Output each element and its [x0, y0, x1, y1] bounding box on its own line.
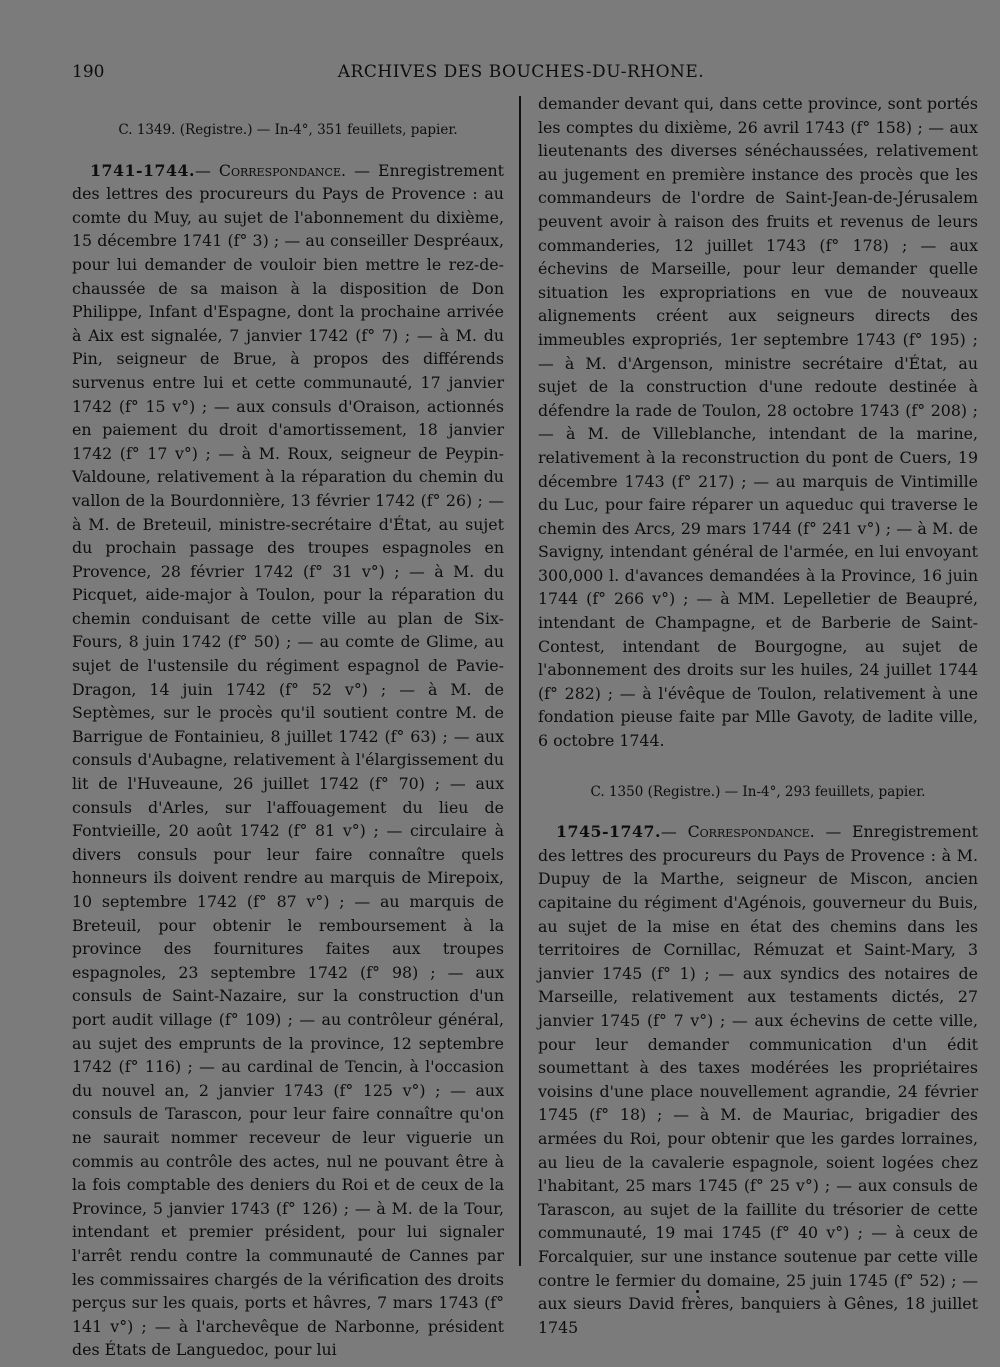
entry-dash: —	[661, 822, 677, 842]
print-speck	[696, 1290, 699, 1293]
entry-text: — Enregistrement des lettres des procureurs du Pays de Provence : à M. Dupuy de la Marthe, seigneur de Miscon, ancien capitaine du régiment d'Agénois, gouverneur du Buis, au sujet de la mise en état des chemins dans les territoires de Cornillac, Rémuzat et Saint-Mary, 3 janvier 1745 (f° 1) ; — aux syndics des notaires de Marseille, relativement aux testaments dictés, 27 janvier 1745 (f° 7 v°) ; — aux échevins de cette ville, pour leur demander communication d'un édit soumettant à des taxes modérées les propriétaires voisins d'une place nouvellement agrandie, 24 février 1745 (f° 18) ; — à M. de Mauriac, brigadier des armées du Roi, pour obtenir que les gardes lorraines, au lieu de la cavalerie espagnole, soient logées chez l'habitant, 25 mars 1745 (f° 25 v°) ; — aux consuls de Tarascon, au sujet de la faillite du trésorier de cette communauté, 19 mai 1745 (f° 40 v°) ; — à ceux de Forcalquier, sur une instance soutenue par cette ville contre le fermier du domaine, 25 juin 1745 (f° 52) ; — aux sieurs David frères, banquiers à Gênes, 18 juillet 1745	[538, 822, 978, 1337]
entry-dates: 1745-1747.	[556, 822, 661, 842]
continuation-text: demander devant qui, dans cette province, sont portés les comptes du dixième, 26 avril 1743 (f° 158) ; — aux lieutenants des diverses sénéchaussées, relativement au jugement en première instance des procès que les commandeurs de l'ordre de Saint-Jean-de-Jérusalem peuvent avoir à raison des fruits et revenus de leurs commanderies, 12 juillet 1743 (f° 178) ; — aux échevins de Marseille, pour leur demander quelle situation les expropriations en vue de nouveaux alignements créent aux seigneurs directs des immeubles expropriés, 1er septembre 1743 (f° 195) ; — à M. d'Argenson, ministre secrétaire d'État, au sujet de la construction d'une redoute destinée à défendre la rade de Toulon, 28 octobre 1743 (f° 208) ; — à M. de Villeblanche, intendant de la marine, relativement à la reconstruction du pont de Cuers, 19 décembre 1743 (f° 217) ; — au marquis de Vintimille du Luc, pour faire réparer un aqueduc qui traverse le chemin des Arcs, 29 mars 1744 (f° 241 v°) ; — à M. de Savigny, intendant général de l'armée, en lui envoyant 300,000 l. d'avances demandées à la Province, 16 juin 1744 (f° 266 v°) ; — à MM. Lepelletier de Beaupré, intendant de Champagne, et de Barberie de Saint-Contest, intendant de Bourgogne, au sujet de l'abonnement des droits sur les huiles, 24 juillet 1744 (f° 282) ; — à l'évêque de Toulon, relativement à une fondation pieuse faite par Mlle Gavoty, de ladite ville, 6 octobre 1744.	[538, 94, 978, 751]
entry-dates: 1741-1744.	[90, 160, 195, 180]
register-heading-c1350: C. 1350 (Registre.) — In-4°, 293 feuillets, papier.	[590, 783, 926, 800]
right-column	[538, 92, 978, 1337]
page-header	[72, 58, 970, 88]
left-column	[72, 92, 504, 1360]
entry-dash: —	[195, 160, 211, 180]
entry-label: Correspondance.	[218, 160, 347, 180]
entry-label: Correspondance.	[687, 822, 815, 842]
running-title: ARCHIVES DES BOUCHES-DU-RHONE.	[337, 62, 705, 82]
entry-text: — Enregistrement des lettres des procureurs du Pays de Provence : au comte du Muy, au sujet de l'abonnement du dixième, 15 décembre 1741 (f° 3) ; — au conseiller Despréaux, pour lui demander de vouloir bien mettre le rez-de-chaussée de sa maison à la disposition de Don Philippe, Infant d'Espagne, dont la prochaine arrivée à Aix est signalée, 7 janvier 1742 (f° 7) ; — à M. du Pin, seigneur de Brue, à propos des différends survenus entre lui et cette communauté, 17 janvier 1742 (f° 15 v°) ; — aux consuls d'Oraison, actionnés en paiement du droit d'amortissement, 18 janvier 1742 (f° 17 v°) ; — à M. Roux, seigneur de Peypin-Valdoune, relativement à la réparation du chemin du vallon de la Bourdonnière, 13 février 1742 (f° 26) ; — à M. de Breteuil, ministre-secrétaire d'État, au sujet du prochain passage des troupes espagnoles en Provence, 28 février 1742 (f° 31 v°) ; — à M. du Picquet, aide-major à Toulon, pour la réparation du chemin conduisant de cette ville au plan de Six-Fours, 8 juin 1742 (f° 50) ; — au comte de Glime, au sujet de l'ustensile du régiment espagnol de Pavie-Dragon, 14 juin 1742 (f° 52 v°) ; — à M. de Septèmes, sur le procès qu'il soutient contre M. de Barrigue de Fontainieu, 8 juillet 1742 (f° 63) ; — aux consuls d'Aubagne, relativement à l'élargissement du lit de l'Huveaune, 26 juillet 1742 (f° 70) ; — aux consuls d'Arles, sur l'affouagement du lieu de Fontvieille, 20 août 1742 (f° 81 v°) ; — circulaire à divers consuls pour leur faire connaître quels honneurs ils doivent rendre au marquis de Mirepoix, 10 septembre 1742 (f° 87 v°) ; — au marquis de Breteuil, pour obtenir le remboursement à la province des fournitures faites aux troupes espagnoles, 23 septembre 1742 (f° 98) ; — aux consuls de Saint-Nazaire, sur la construction d'un port audit village (f° 109) ; — au contrôleur général, au sujet des emprunts de la province, 12 septembre 1742 (f° 116) ; — au cardinal de Tencin, à l'occasion du nouvel an, 2 janvier 1743 (f° 125 v°) ; — aux consuls de Tarascon, pour leur faire connaître qu'on ne saurait nommer receveur de leur viguerie un commis au contrôle des actes, nul ne pouvant être à la fois comptable des deniers du Roi et de ceux de la Province, 5 janvier 1743 (f° 126) ; — à M. de la Tour, intendant et premier président, pour lui signaler l'arrêt rendu contre la communauté de Cannes par les commissaires chargés de la vérification des droits perçus sur les quais, ports et hâvres, 7 mars 1743 (f° 141 v°) ; — à l'archevêque de Narbonne, président des États de Languedoc, pour lui	[72, 160, 504, 1360]
column-divider	[519, 96, 521, 1266]
entry-c1349	[72, 159, 504, 1362]
page-number: 190	[72, 62, 105, 82]
entry-c1350	[538, 820, 978, 1339]
register-heading-c1349: C. 1349. (Registre.) — In-4°, 351 feuillets, papier.	[118, 122, 458, 138]
